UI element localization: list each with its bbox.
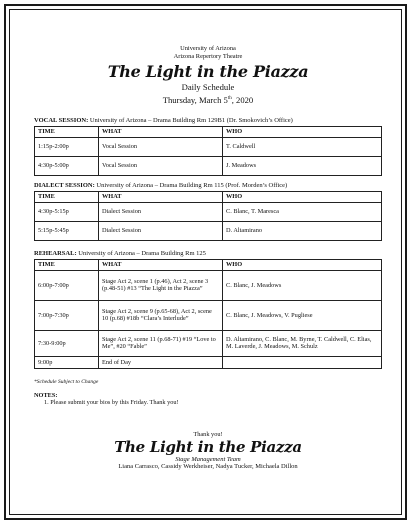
col-what: WHAT xyxy=(99,259,223,270)
notes-heading: NOTES: xyxy=(34,391,58,399)
rehearsal-table xyxy=(34,259,382,369)
schedule-date: Thursday, March 5th, 2020 xyxy=(162,94,254,105)
footer-block xyxy=(34,431,382,470)
table-row: 7:30-9:00p Stage Act 2, scene 11 (p.68-71) #19 “Love to Me”, #20 “Fable” D. Altamirano, C. Blanc, M. Byrne, T. Caldwell, C. Elias, M. Laverde, J. Meadows, M. Schulz xyxy=(35,330,382,356)
schedule-disclaimer: *Schedule Subject to Change xyxy=(34,378,99,385)
document-content xyxy=(34,45,382,470)
table-row: 5:15p-5:45p Dialect Session D. Altamirano xyxy=(35,221,382,240)
table-row: 4:30p-5:15p Dialect Session C. Blanc, T. Maresca xyxy=(35,202,382,221)
team-names: Liana Carrasco, Cassidy Werkheiser, Nadya Tucker, Michaela Dillon xyxy=(118,462,298,470)
footer-show-title: The Light in the Piazza xyxy=(114,437,302,456)
vocal-table xyxy=(34,126,382,176)
rehearsal-section-title: REHEARSAL: University of Arizona – Drama Building Rm 125 xyxy=(34,249,206,257)
col-who: WHO xyxy=(223,126,382,137)
show-title: The Light in the Piazza xyxy=(107,62,309,81)
university-name: University of Arizona xyxy=(180,45,236,52)
theatre-name: Arizona Repertory Theatre xyxy=(173,53,243,60)
table-row: 4:30p-5:00p Vocal Session J. Meadows xyxy=(35,156,382,175)
col-time: TIME xyxy=(35,259,99,270)
notes-item: 1. Please submit your bios by this Friday. Thank you! xyxy=(44,398,179,406)
team-label: Stage Management Team xyxy=(175,455,241,463)
thank-you: Thank you! xyxy=(193,430,223,438)
schedule-title: Daily Schedule xyxy=(181,82,235,92)
table-row: 9:00p End of Day xyxy=(35,356,382,368)
dialect-section-title: DIALECT SESSION: University of Arizona – Drama Building Rm 115 (Prof. Morden’s Office) xyxy=(34,181,288,189)
col-what: WHAT xyxy=(99,191,223,202)
table-row: 6:00p-7:00p Stage Act 2, scene 1 (p.46), Act 2, scene 3 (p.48-51) #13 “The Light in the Piazza” C. Blanc, J. Meadows xyxy=(35,270,382,300)
col-time: TIME xyxy=(35,191,99,202)
table-row: 7:00p-7:30p Stage Act 2, scene 9 (p.65-68), Act 2, scene 10 (p.68) #18b “Clara’s Interlude” C. Blanc, J. Meadows, V. Pugliese xyxy=(35,300,382,330)
col-what: WHAT xyxy=(99,126,223,137)
col-who: WHO xyxy=(223,259,382,270)
dialect-table xyxy=(34,191,382,241)
col-time: TIME xyxy=(35,126,99,137)
header-block xyxy=(34,45,382,106)
table-row: 1:15p-2:00p Vocal Session T. Caldwell xyxy=(35,137,382,156)
col-who: WHO xyxy=(223,191,382,202)
vocal-section-title: VOCAL SESSION: University of Arizona – Drama Building Rm 129B1 (Dr. Smokovich’s Office) xyxy=(34,116,293,124)
